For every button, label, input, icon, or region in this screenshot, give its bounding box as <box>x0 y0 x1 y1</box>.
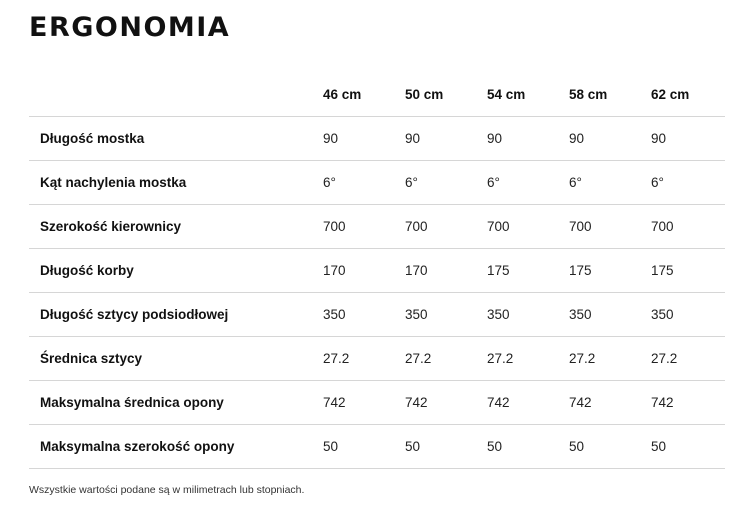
footnote: Wszystkie wartości podane są w milimetrach lub stopniach. <box>29 484 305 496</box>
table-cell: 50 <box>487 424 569 468</box>
row-label: Średnica sztycy <box>29 336 323 380</box>
table-cell: 90 <box>405 116 487 160</box>
table-cell: 700 <box>651 204 725 248</box>
table-cell: 175 <box>569 248 651 292</box>
column-header-size: 50 cm <box>405 73 487 116</box>
table-cell: 50 <box>651 424 725 468</box>
table-cell: 50 <box>323 424 405 468</box>
table-cell: 27.2 <box>405 336 487 380</box>
table-cell: 350 <box>487 292 569 336</box>
page-title: ERGONOMIA <box>29 12 231 43</box>
table-cell: 350 <box>651 292 725 336</box>
table-cell: 50 <box>405 424 487 468</box>
table-row <box>29 336 725 380</box>
table-row <box>29 116 725 160</box>
table-cell: 27.2 <box>651 336 725 380</box>
table-cell: 700 <box>487 204 569 248</box>
table-cell: 170 <box>405 248 487 292</box>
table-row <box>29 160 725 204</box>
table-cell: 90 <box>651 116 725 160</box>
table-row <box>29 380 725 424</box>
table-cell: 700 <box>569 204 651 248</box>
table-cell: 27.2 <box>569 336 651 380</box>
table-row <box>29 248 725 292</box>
table-row <box>29 204 725 248</box>
column-header-size: 58 cm <box>569 73 651 116</box>
table-cell: 350 <box>323 292 405 336</box>
table-cell: 6° <box>405 160 487 204</box>
row-label: Kąt nachylenia mostka <box>29 160 323 204</box>
column-header-size: 62 cm <box>651 73 725 116</box>
table-cell: 742 <box>405 380 487 424</box>
row-label: Długość sztycy podsiodłowej <box>29 292 323 336</box>
table-cell: 90 <box>487 116 569 160</box>
table-cell: 6° <box>651 160 725 204</box>
header-empty-cell <box>29 73 323 116</box>
column-header-size: 46 cm <box>323 73 405 116</box>
table-cell: 175 <box>651 248 725 292</box>
table-row <box>29 292 725 336</box>
row-label: Maksymalna szerokość opony <box>29 424 323 468</box>
table-cell: 90 <box>323 116 405 160</box>
row-label: Długość mostka <box>29 116 323 160</box>
ergonomics-table <box>29 73 725 469</box>
table-header-row <box>29 73 725 116</box>
table-cell: 6° <box>569 160 651 204</box>
table-cell: 50 <box>569 424 651 468</box>
table-cell: 90 <box>569 116 651 160</box>
table-cell: 27.2 <box>323 336 405 380</box>
table-cell: 742 <box>487 380 569 424</box>
table-cell: 6° <box>487 160 569 204</box>
table-row <box>29 424 725 468</box>
table-cell: 27.2 <box>487 336 569 380</box>
table-cell: 700 <box>323 204 405 248</box>
table-cell: 350 <box>405 292 487 336</box>
table-cell: 742 <box>323 380 405 424</box>
table-cell: 175 <box>487 248 569 292</box>
table-cell: 700 <box>405 204 487 248</box>
column-header-size: 54 cm <box>487 73 569 116</box>
table-cell: 742 <box>651 380 725 424</box>
row-label: Szerokość kierownicy <box>29 204 323 248</box>
table-cell: 6° <box>323 160 405 204</box>
row-label: Maksymalna średnica opony <box>29 380 323 424</box>
table-cell: 742 <box>569 380 651 424</box>
table-cell: 350 <box>569 292 651 336</box>
table-cell: 170 <box>323 248 405 292</box>
row-label: Długość korby <box>29 248 323 292</box>
